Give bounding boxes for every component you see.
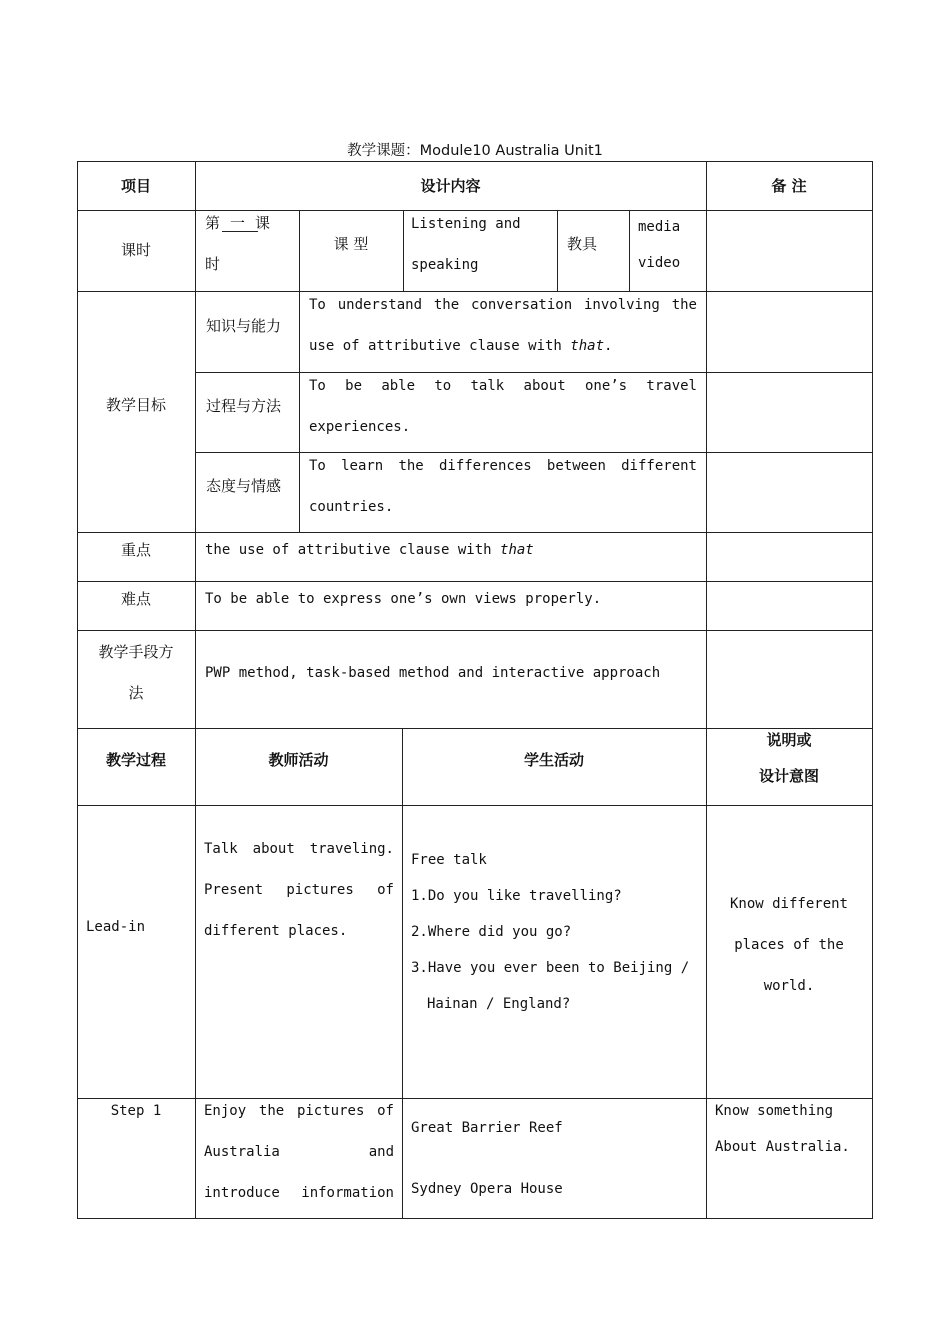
leadin-student-line4: 3.Have you ever been to Beijing /: [411, 960, 690, 976]
process-header-teacher: 教师活动: [268, 751, 329, 769]
header-project: 项目: [120, 177, 151, 195]
leadin-student-line5: Hainan / England?: [427, 996, 571, 1012]
objective-process-label: 过程与方法: [206, 397, 282, 415]
process-header-note-line1: 说明或: [766, 731, 812, 749]
step1-teacher-line3: introduce information: [204, 1185, 394, 1201]
leadin-stage: Lead-in: [86, 919, 146, 935]
step1-teacher-line1: Enjoy the pictures of: [204, 1103, 394, 1119]
leadin-student-line1: Free talk: [411, 852, 487, 868]
difficulty-text: To be able to express one’s own views properly.: [205, 591, 602, 607]
page-title: 教学课题：Module10 Australia Unit1: [347, 143, 603, 159]
process-header-note-line2: 设计意图: [758, 767, 819, 785]
leadin-teacher-line3: different places.: [204, 923, 348, 939]
key-point-label: 重点: [120, 541, 151, 559]
leadin-note-line3: world.: [763, 978, 815, 994]
lesson-type-line1: Listening and: [411, 216, 521, 232]
leadin-note-line2: places of the: [734, 937, 844, 953]
lesson-aids-line2: video: [638, 255, 681, 271]
header-remarks: 备 注: [771, 177, 807, 195]
process-header-student: 学生活动: [523, 751, 584, 769]
step1-student-line2: Sydney Opera House: [411, 1181, 563, 1197]
lesson-label: 课时: [120, 241, 151, 259]
methods-label-line2: 法: [128, 684, 144, 702]
lesson-type-line2: speaking: [411, 257, 479, 273]
methods-label-line1: 教学手段方: [98, 643, 174, 661]
lesson-aids-label: 教具: [567, 235, 598, 253]
process-header-stage: 教学过程: [105, 751, 166, 769]
leadin-student-line2: 1.Do you like travelling?: [411, 888, 622, 904]
objective-knowledge-line2: use of attributive clause with that.: [309, 338, 613, 354]
objective-knowledge-line1: To understand the conversation involving the: [309, 297, 697, 313]
leadin-teacher-line2: Present pictures of: [204, 882, 394, 898]
objective-process-line2: experiences.: [309, 419, 411, 435]
objective-knowledge-label: 知识与能力: [206, 317, 282, 335]
objectives-label: 教学目标: [105, 396, 166, 414]
step1-note-line1: Know something: [715, 1103, 834, 1119]
lesson-aids-line1: media: [638, 219, 681, 235]
methods-text: PWP method, task-based method and interactive approach: [205, 665, 661, 681]
objective-attitude-line1: To learn the differences between different: [309, 458, 697, 474]
objective-process-line1: To be able to talk about one’s travel: [309, 378, 697, 394]
key-point-text: the use of attributive clause with that: [205, 542, 534, 558]
step1-note-line2: About Australia.: [715, 1139, 850, 1155]
period-underline: [222, 231, 258, 232]
objective-attitude-label: 态度与情感: [206, 477, 282, 495]
leadin-note-line1: Know different: [729, 896, 848, 912]
step1-stage: Step 1: [110, 1103, 162, 1119]
lesson-type-label: 课 型: [333, 235, 369, 253]
lesson-period-line1: 第一课: [205, 214, 281, 232]
difficulty-label: 难点: [120, 590, 151, 608]
lesson-period-line2: 时: [205, 255, 221, 273]
objective-attitude-line2: countries.: [309, 499, 394, 515]
leadin-teacher-line1: Talk about traveling.: [204, 841, 394, 857]
step1-teacher-line2: Australia and: [204, 1144, 394, 1160]
leadin-student-line3: 2.Where did you go?: [411, 924, 572, 940]
step1-student-line1: Great Barrier Reef: [411, 1120, 563, 1136]
header-design-content: 设计内容: [420, 177, 481, 195]
